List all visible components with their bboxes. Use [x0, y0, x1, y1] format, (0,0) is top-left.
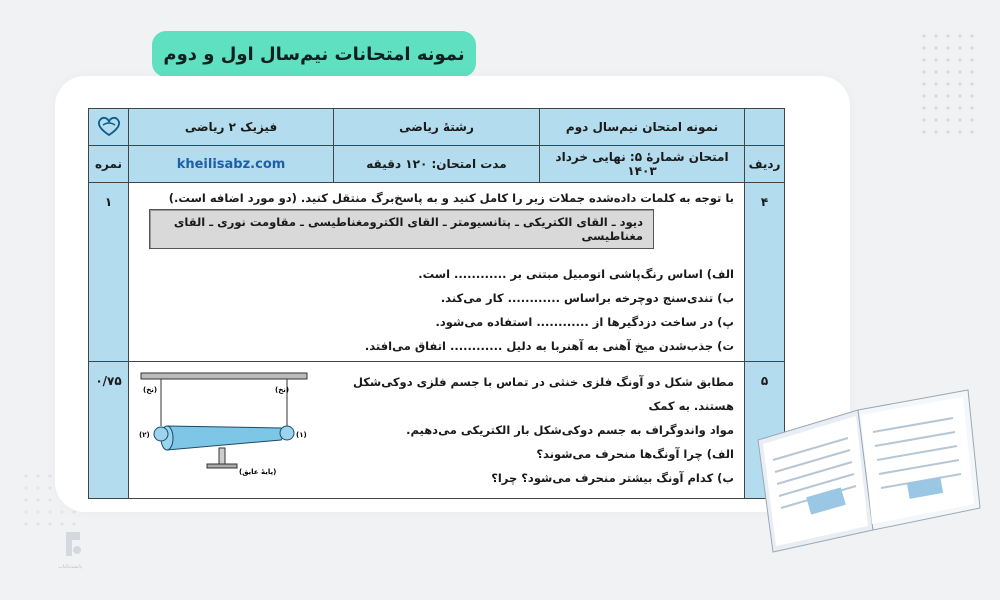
exam-info-cell: امتحان شمارهٔ ۵: نهایی خرداد ۱۴۰۳ — [540, 146, 745, 183]
open-book-illustration — [748, 380, 983, 555]
ball-right-label: (۱) — [296, 431, 307, 439]
question-instruction: با توجه به کلمات داده‌شده جملات زیر را کامل کنید و به پاسخ‌برگ منتقل کنید. (دو مورد اضافه است.) — [168, 191, 734, 205]
duration-cell: مدت امتحان: ۱۲۰ دقیقه — [334, 146, 540, 183]
stand-label: (پایهٔ عایق) — [239, 468, 277, 476]
support-bar — [141, 373, 307, 379]
question-item: ب) تندی‌سنج دوچرخه براساس ............ کار می‌کند. — [440, 291, 734, 305]
question-score: ۱ — [89, 183, 129, 362]
question-5-body — [129, 362, 745, 499]
score-label-cell: نمره — [89, 146, 129, 183]
website-link[interactable]: kheilisabz.com — [129, 146, 334, 183]
thread-left-label: (نخ) — [143, 386, 158, 394]
question-score: ۰/۷۵ — [89, 362, 129, 499]
word-bank: دیود ـ القای الکتریکی ـ پتانسیومتر ـ القای الکترومغناطیسی ـ مقاومت نوری ـ القای مغناطیسی — [149, 209, 654, 249]
field-cell: رشتهٔ ریاضی — [334, 109, 540, 146]
subject-cell: فیزیک ۲ ریاضی — [129, 109, 334, 146]
question-item: ت) جذب‌شدن میخ آهنی به آهنربا به دلیل ............ اتفاق می‌افتد. — [364, 339, 734, 353]
question-number: ۵ — [745, 362, 785, 499]
insulating-stand-base — [207, 464, 237, 468]
question-4-body — [129, 183, 745, 362]
question-line: الف) چرا آونگ‌ها منحرف می‌شوند؟ — [536, 447, 734, 461]
pendulum-figure — [139, 370, 309, 482]
exam-sheet — [88, 108, 785, 499]
question-line: مواد واندوگراف به جسم دوکی‌شکل بار الکتریکی می‌دهیم. — [406, 423, 734, 437]
spindle-conductor — [162, 426, 284, 450]
question-line: مطابق شکل دو آونگ فلزی خنثی در تماس با جسم فلزی دوکی‌شکل هستند. به کمک — [352, 375, 734, 413]
publisher-logo-icon — [58, 528, 88, 572]
question-number: ۴ — [745, 183, 785, 362]
publisher-caption: پاتشده‌کتاب — [58, 564, 83, 570]
row-label-top-cell — [745, 109, 785, 146]
ball-right — [280, 426, 294, 440]
insulating-stand-post — [219, 448, 225, 464]
kheilisabz-logo-icon — [96, 115, 122, 137]
question-line: ب) کدام آونگ بیشتر منحرف می‌شود؟ چرا؟ — [491, 471, 734, 485]
question-item: پ) در ساخت دزدگیرها از ............ استفاده می‌شود. — [435, 315, 734, 329]
page-title: نمونه امتحانات نیم‌سال اول و دوم — [152, 31, 476, 77]
question-item: الف) اساس رنگ‌پاشی اتومبیل مبتنی بر ............ است. — [418, 267, 734, 281]
thread-right-label: (نخ) — [275, 386, 290, 394]
ball-left-label: (۲) — [139, 431, 150, 439]
decorative-dots — [918, 30, 978, 140]
exam-title-cell: نمونه امتحان نیم‌سال دوم — [540, 109, 745, 146]
row-label-cell: ردیف — [745, 146, 785, 183]
ball-left — [154, 427, 168, 441]
logo-cell — [89, 109, 129, 146]
